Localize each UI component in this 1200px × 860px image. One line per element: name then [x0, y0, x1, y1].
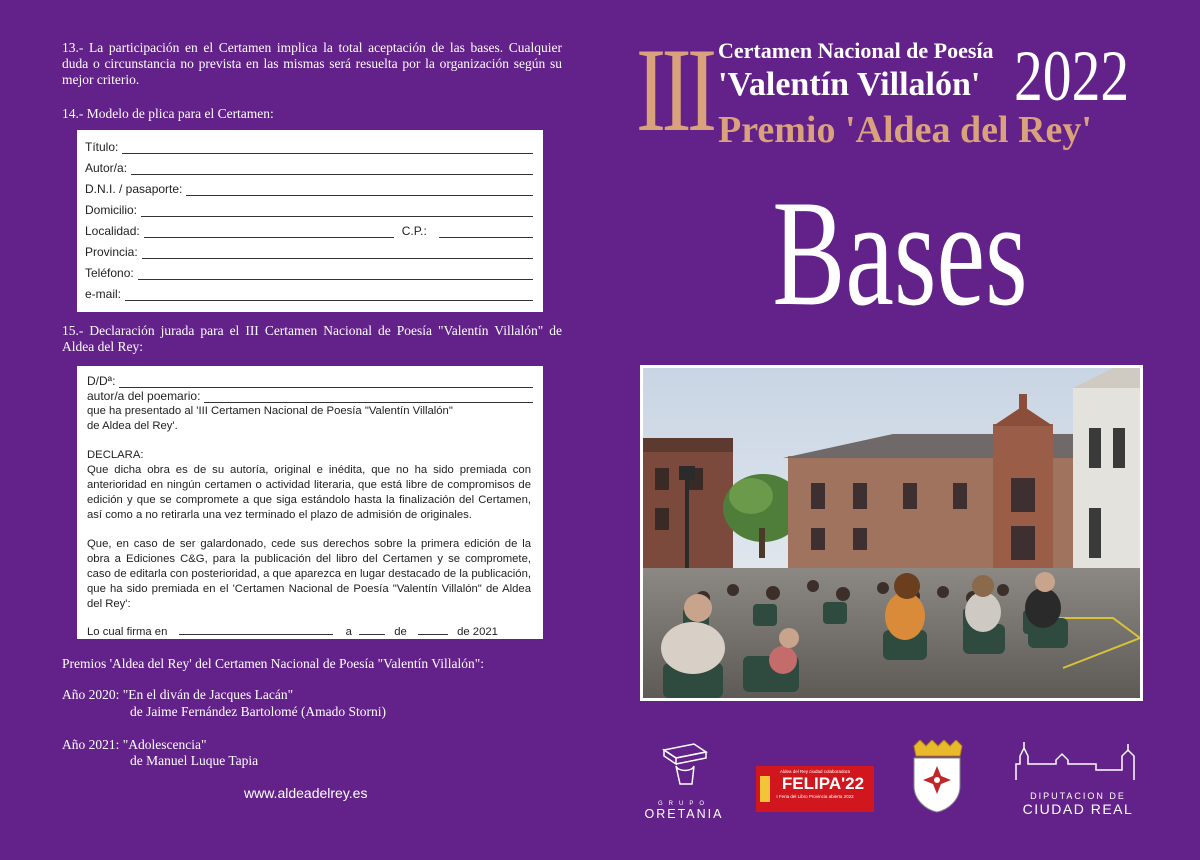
- plica-localidad-label: Localidad:: [85, 224, 140, 238]
- diputacion-text: CIUDAD REAL: [1022, 801, 1134, 817]
- decl-parrafo-1: Que dicha obra es de su autoría, original e inédita, que no ha sido premiada con anterioridad en ningún certamen o actividad literaria, que está libre de compromisos de edición y que se compromete a que siga estándolo hasta la finalización del Certamen, así como a no retirarla una vez terminado el plazo de admisión de originales.: [87, 464, 531, 521]
- plica-autor-row: [85, 155, 533, 175]
- roman-numeral: III: [636, 23, 713, 156]
- decl-firma-line-dia: [359, 624, 385, 635]
- premio-2021-author: de Manuel Luque Tapia: [130, 753, 259, 768]
- premio-2020-author: de Jaime Fernández Bartolomé (Amado Storni): [130, 704, 387, 719]
- item-15-title: 15.- Declaración jurada para el III Certamen Nacional de Poesía "Valentín Villalón" de Aldea del Rey:: [62, 323, 562, 354]
- plica-titulo-line: [122, 141, 533, 154]
- decl-firma: [87, 624, 531, 640]
- castle-skyline-icon: [1012, 742, 1144, 782]
- plica-telefono-label: Teléfono:: [85, 266, 134, 280]
- plica-provincia-line: [142, 246, 533, 259]
- aldea-coat-of-arms: [908, 740, 966, 814]
- plica-domicilio-line: [141, 204, 533, 217]
- right-page: [600, 0, 1200, 860]
- felipa-bottom: I Feria del Libro Provincia abierta 2022: [776, 794, 854, 799]
- decl-parrafo-2: Que, en caso de ser galardonado, cede sus derechos sobre la primera edición de la obra a Ediciones C&G, para la publicación del libro del Certamen y se compromete, caso de editarla con posterioridad, a que aparezca en lugar destacado de la publicación, que ha sido premiada en el 'Certamen Nacional de Poesía "Valentín Villalón" de Aldea del Rey':: [87, 538, 531, 610]
- decl-declara: DECLARA:: [87, 449, 144, 461]
- bases-title: Bases: [772, 169, 1028, 337]
- felipa-shield-icon: [760, 776, 770, 802]
- plica-dni-row: [85, 176, 533, 196]
- premio-2021-title: Año 2021: "Adolescencia": [62, 737, 207, 752]
- plica-telefono-line: [138, 267, 533, 280]
- plica-telefono-row: [85, 260, 533, 280]
- oretania-emblem: [634, 740, 734, 790]
- decl-firma-year: de 2021: [457, 626, 498, 638]
- plica-autor-label: Autor/a:: [85, 161, 128, 175]
- decl-firma-de: de: [394, 626, 407, 638]
- plica-email-row: [85, 281, 533, 301]
- premio-title: Premio 'Aldea del Rey': [718, 109, 1092, 151]
- plica-titulo-row: [85, 134, 533, 154]
- decl-presentado-1: que ha presentado al 'III Certamen Nacional de Poesía "Valentín Villalón": [87, 405, 453, 417]
- oretania-text: ORETANIA: [644, 807, 724, 821]
- felipa-logo: [756, 766, 874, 812]
- plica-cp-label: C.P.:: [401, 224, 427, 238]
- year-title: 2022: [1014, 36, 1130, 116]
- oretania-small: GRUPO: [657, 801, 710, 807]
- decl-presentado-2: de Aldea del Rey'.: [87, 420, 178, 432]
- decl-body: [87, 404, 531, 640]
- certamen-title: Certamen Nacional de Poesía: [718, 38, 994, 63]
- plica-localidad-line: [144, 225, 394, 238]
- plica-domicilio-label: Domicilio:: [85, 203, 138, 217]
- premio-2020-title: Año 2020: "En el diván de Jacques Lacán": [62, 687, 294, 702]
- plaza-photo: [640, 365, 1143, 701]
- diputacion-logo: [1012, 742, 1144, 820]
- premios-title: Premios 'Aldea del Rey' del Certamen Nacional de Poesía "Valentín Villalón":: [62, 656, 484, 671]
- plica-form: [77, 130, 543, 312]
- decl-firma-a: a: [345, 626, 352, 638]
- valentin-title: 'Valentín Villalón': [718, 66, 981, 103]
- plica-email-line: [125, 288, 533, 301]
- coat-of-arms-icon: [908, 740, 966, 814]
- plica-localidad-row: [85, 218, 533, 238]
- oretania-logo: [634, 740, 734, 820]
- felipa-top: Aldea del Rey ciudad colaboradora: [779, 769, 851, 774]
- plica-email-label: e-mail:: [85, 287, 122, 301]
- decl-firma-label: Lo cual firma en: [87, 626, 168, 638]
- decl-firma-line-lugar: [179, 624, 333, 635]
- item-13: 13.- La participación en el Certamen implica la total aceptación de las bases. Cualquier duda o circunstancia no prevista en las mismas será resuelta por la organización según su mejor criterio.: [62, 40, 562, 87]
- declaracion-form: [77, 366, 543, 639]
- decl-autor-label: autor/a del poemario:: [87, 389, 201, 403]
- diputacion-small: DIPUTACION DE: [1030, 791, 1126, 801]
- decl-firma-line-mes: [418, 624, 448, 635]
- plica-domicilio-row: [85, 197, 533, 217]
- plica-cp-line: [439, 225, 533, 238]
- plaza-photo-illustration: [643, 368, 1140, 698]
- plica-autor-line: [131, 162, 533, 175]
- plica-provincia-label: Provincia:: [85, 245, 138, 259]
- decl-autor-row: [87, 383, 533, 403]
- item-14-title: 14.- Modelo de plica para el Certamen:: [62, 106, 274, 121]
- felipa-text: FELIPA'22: [781, 774, 865, 793]
- plica-provincia-row: [85, 239, 533, 259]
- website-link[interactable]: www.aldeadelrey.es: [244, 785, 368, 801]
- decl-dd-label: D/Dª:: [87, 374, 116, 388]
- decl-autor-line: [204, 390, 533, 403]
- plica-titulo-label: Título:: [85, 140, 119, 154]
- plica-dni-line: [186, 183, 533, 196]
- plica-dni-label: D.N.I. / pasaporte:: [85, 182, 183, 196]
